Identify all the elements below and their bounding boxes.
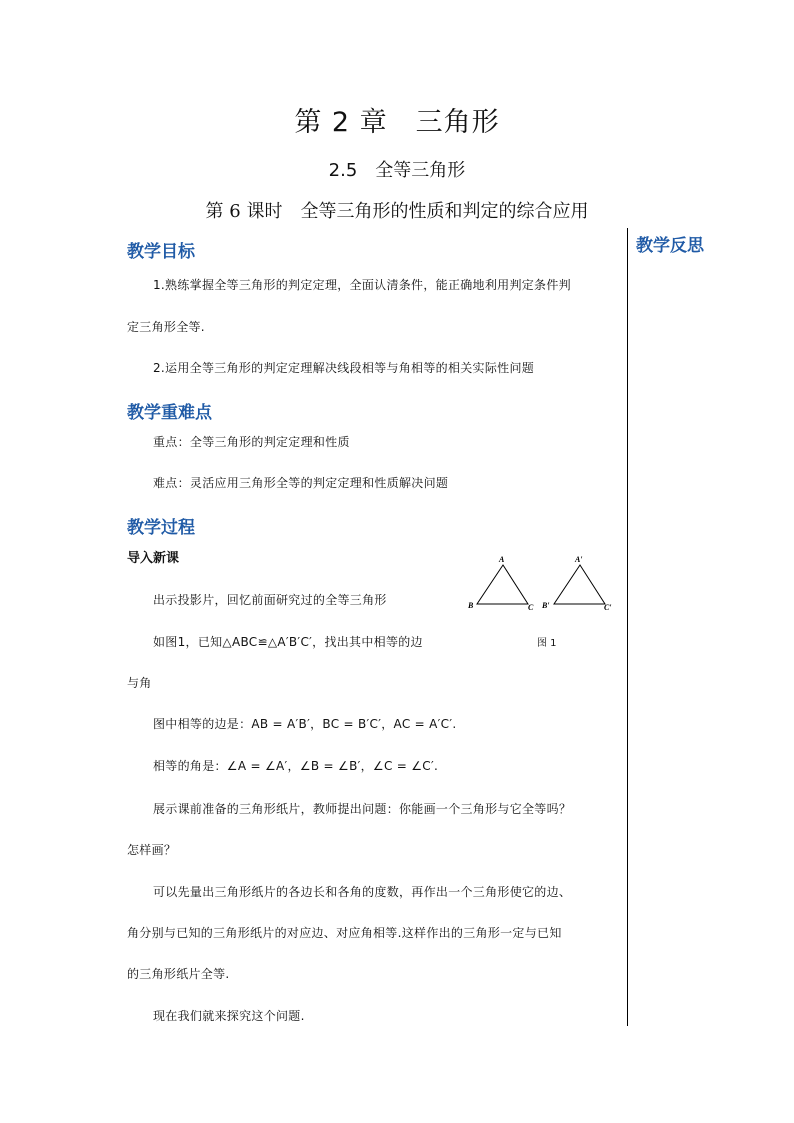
lesson-title: 第 6 课时 全等三角形的性质和判定的综合应用 — [205, 201, 589, 222]
objective-1-line-1: 1.熟练掌握全等三角形的判定定理，全面认清条件，能正确地利用判定条件判 — [153, 278, 571, 292]
paragraph-show: 出示投影片，回忆前面研究过的全等三角形 — [153, 593, 387, 607]
paragraph-now: 现在我们就来探究这个问题. — [153, 1009, 305, 1023]
key-point: 重点：全等三角形的判定定理和性质 — [153, 435, 350, 449]
figure-caption: 图 1 — [537, 638, 557, 649]
label-a-prime: A′ — [575, 555, 583, 564]
label-c: C — [528, 603, 534, 612]
objective-1-line-2: 定三角形全等. — [127, 320, 205, 334]
paragraph-equal-sides: 图中相等的边是：AB = A′B′，BC = B′C′，AC = A′C′. — [153, 717, 457, 731]
objective-2: 2.运用全等三角形的判定定理解决线段相等与角相等的相关实际性问题 — [153, 361, 535, 375]
paragraph-method-line-2: 角分别与已知的三角形纸片的对应边、对应角相等.这样作出的三角形一定与已知 — [127, 926, 562, 940]
paragraph-figure-line-1: 如图1，已知△ABC≌△A′B′C′，找出其中相等的边 — [153, 635, 423, 649]
chapter-title: 第 2 章 三角形 — [294, 107, 500, 138]
paragraph-question-line-1: 展示课前准备的三角形纸片，教师提出问题：你能画一个三角形与它全等吗？ — [153, 802, 572, 816]
process-heading: 教学过程 — [127, 518, 195, 538]
label-b-prime: B′ — [542, 601, 550, 610]
intro-heading: 导入新课 — [127, 551, 180, 566]
label-a: A — [499, 555, 505, 564]
label-b: B — [468, 601, 474, 610]
difficulty-point: 难点：灵活应用三角形全等的判定定理和性质解决问题 — [153, 476, 449, 490]
paragraph-method-line-1: 可以先量出三角形纸片的各边长和各角的度数，再作出一个三角形使它的边、 — [153, 885, 572, 899]
paragraph-figure-line-2: 与角 — [127, 676, 152, 690]
objectives-heading: 教学目标 — [127, 242, 195, 262]
keypoints-heading: 教学重难点 — [127, 403, 212, 423]
section-title: 2.5 全等三角形 — [328, 160, 466, 181]
paragraph-method-line-3: 的三角形纸片全等. — [127, 967, 230, 981]
label-c-prime: C′ — [604, 603, 612, 612]
paragraph-equal-angles: 相等的角是：∠A = ∠A′，∠B = ∠B′，∠C = ∠C′. — [153, 759, 439, 773]
triangle-a2b2c2 — [554, 565, 605, 604]
column-divider — [627, 228, 628, 1026]
paragraph-question-line-2: 怎样画？ — [127, 843, 177, 857]
triangle-abc — [477, 565, 528, 604]
reflection-heading: 教学反思 — [636, 236, 704, 256]
